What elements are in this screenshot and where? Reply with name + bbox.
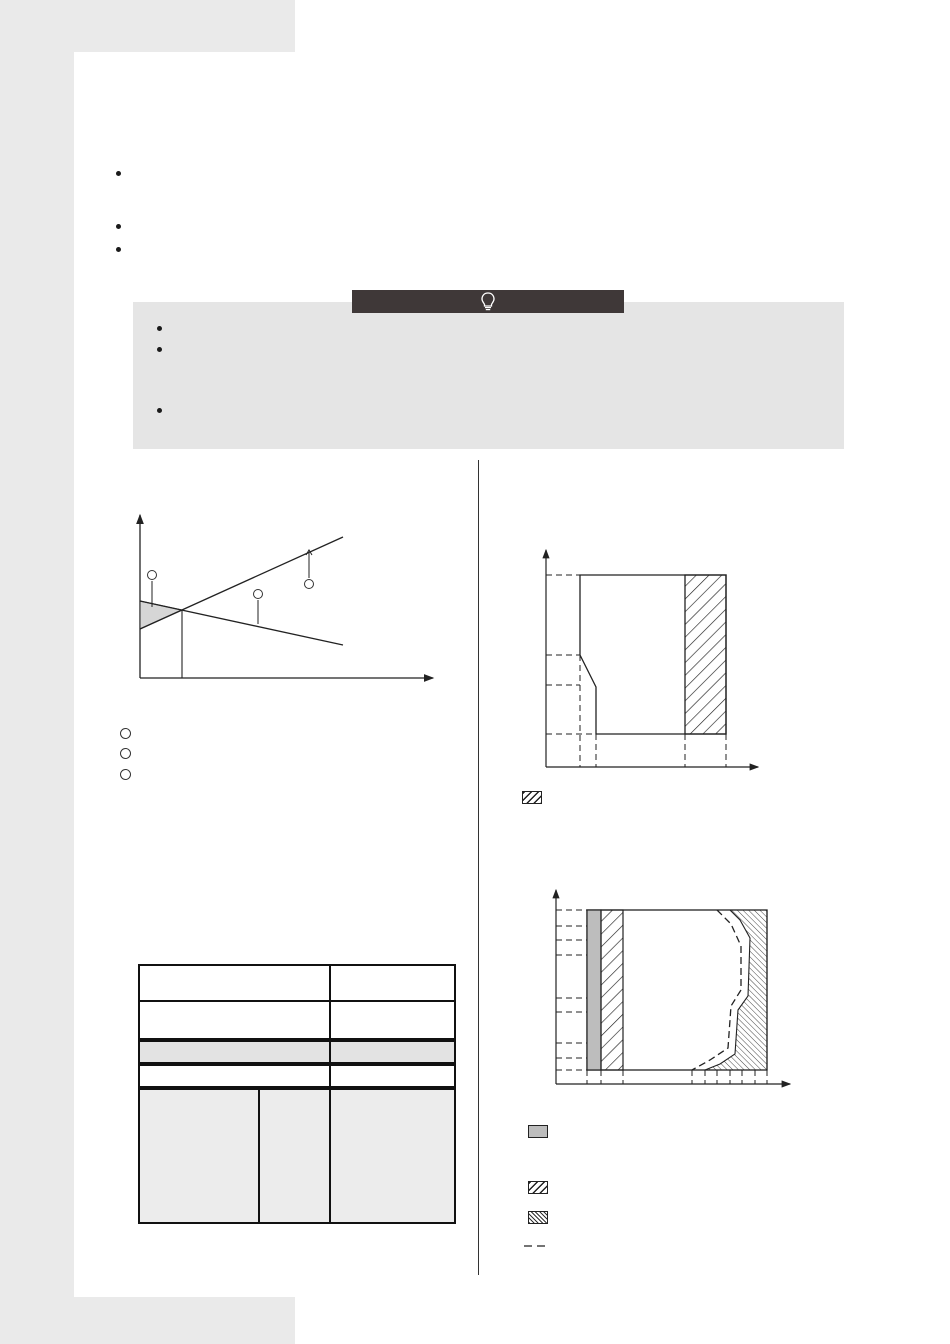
table-row [329,1088,456,1224]
table-row [138,1088,260,1224]
column-divider [478,460,479,1275]
hatched-region [601,910,623,1070]
tip-header [352,290,624,313]
falling-line [140,601,343,645]
tip-bullet [157,326,162,331]
page-corner-tab-bottom [0,1297,295,1344]
list-bullet [116,224,121,229]
table-row [138,1000,331,1040]
legend-swatch-fine-hatched [528,1211,548,1224]
list-bullet [116,171,121,176]
legend-circle-1 [120,728,131,739]
lightbulb-icon [480,292,496,312]
table-row [329,1040,456,1064]
table-row [258,1088,331,1224]
legend-circle-3 [120,769,131,780]
marker-1 [148,571,157,580]
legend-circle-2 [120,748,131,759]
list-bullet [116,247,121,252]
table-row [138,1064,331,1088]
table-header-right [329,964,456,1002]
operating-range-diagram-top [535,545,765,775]
table-row [329,1064,456,1088]
operating-range-diagram-bottom [545,888,795,1093]
marker-3 [254,590,263,599]
table-row [138,1040,331,1064]
table-header-left [138,964,331,1002]
legend-swatch-hatched [528,1181,548,1194]
tip-bullet [157,408,162,413]
legend-dashed-line [524,1243,548,1249]
marker-2 [305,580,314,589]
tip-box [133,302,844,449]
grey-region [587,910,601,1070]
hatched-region [685,575,726,734]
table-row [329,1000,456,1040]
legend-swatch-grey [528,1125,548,1138]
tip-bullet [157,347,162,352]
curve-diagram [125,510,445,685]
legend-swatch-hatched [522,791,542,804]
data-table [138,964,456,1224]
page-side-strip [0,0,74,1344]
